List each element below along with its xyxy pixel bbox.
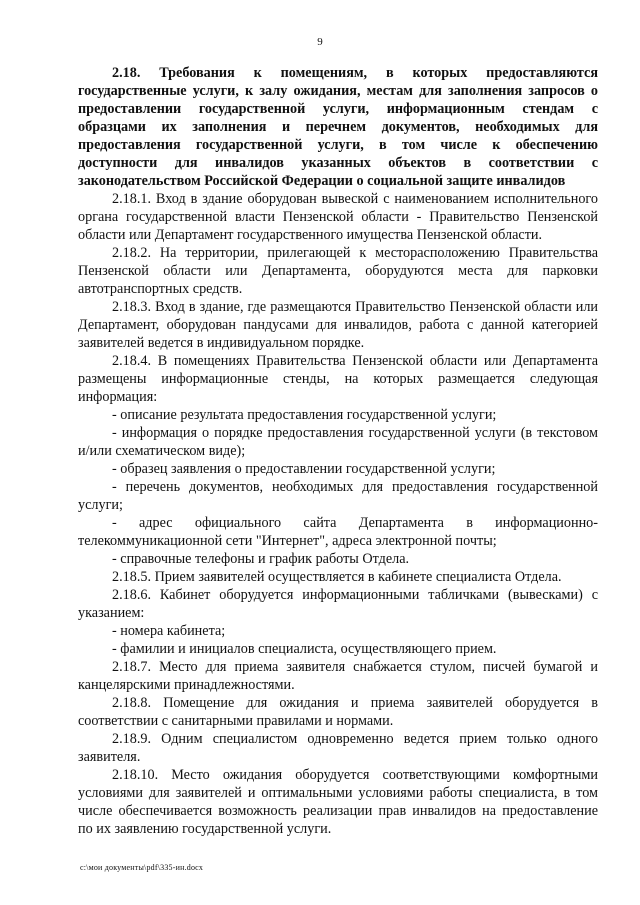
paragraph-2-18-9: 2.18.9. Одним специалистом одновременно ведется прием только одного заявителя. bbox=[78, 731, 598, 765]
cabinet-item: - номера кабинета; bbox=[112, 623, 226, 639]
file-path-footer: c:\мои документы\pdf\335-ин.docx bbox=[80, 863, 204, 872]
cabinet-item: - фамилии и инициалов специалиста, осуществляющего прием. bbox=[112, 641, 497, 657]
stand-item: - справочные телефоны и график работы Отдела. bbox=[112, 551, 410, 567]
stand-item: - адрес официального сайта Департамента в информационно-телекоммуникационной сети "Интернет", адреса электронной почты; bbox=[78, 515, 598, 549]
stand-item: - описание результата предоставления государственной услуги; bbox=[112, 407, 497, 423]
page-number: 9 bbox=[317, 36, 323, 48]
paragraph-2-18-2: 2.18.2. На территории, прилегающей к месторасположению Правительства Пензенской области или Департамента, оборудуются места для парковки автотранспортных средств. bbox=[78, 245, 598, 297]
paragraph-2-18-5: 2.18.5. Прием заявителей осуществляется в кабинете специалиста Отдела. bbox=[112, 569, 562, 585]
stand-item: - перечень документов, необходимых для предоставления государственной услуги; bbox=[78, 479, 598, 513]
paragraph-2-18-8: 2.18.8. Помещение для ожидания и приема заявителей оборудуется в соответствии с санитарными правилами и нормами. bbox=[78, 695, 598, 729]
paragraph-2-18-10: 2.18.10. Место ожидания оборудуется соответствующими комфортными условиями для заявителей и оптимальными условиями работы специалиста, в том числе обеспечивается возможность реализации прав инвалидов на предоставление по их заявлению государственной услуги. bbox=[78, 767, 598, 837]
paragraph-2-18-4: 2.18.4. В помещениях Правительства Пензенской области или Департамента размещены информационные стенды, на которых размещается следующая информация: bbox=[78, 353, 598, 405]
document-body bbox=[78, 64, 598, 838]
section-heading: 2.18. Требования к помещениям, в которых предоставляются государственные услуги, к залу ожидания, местам для заполнения запросов о предоставлении государственной услуги, информационным стендам с образцами их заполнения и перечнем документов, необходимых для предоставления государственной услуги, в том числе к обеспечению доступности для инвалидов указанных объектов в соответствии с законодательством Российской Федерации о социальной защите инвалидов bbox=[78, 65, 598, 189]
paragraph-2-18-6: 2.18.6. Кабинет оборудуется информационными табличками (вывесками) с указанием: bbox=[78, 587, 598, 621]
paragraph-2-18-1: 2.18.1. Вход в здание оборудован вывеской с наименованием исполнительного органа государственной власти Пензенской области - Правительство Пензенской области или Департамент государственного имущества Пензенской области. bbox=[78, 191, 598, 243]
paragraph-2-18-3: 2.18.3. Вход в здание, где размещаются Правительство Пензенской области или Департамент, оборудован пандусами для инвалидов, работа с данной категорией заявителей ведется в индивидуальном порядке. bbox=[78, 299, 598, 351]
stand-item: - образец заявления о предоставлении государственной услуги; bbox=[112, 461, 496, 477]
paragraph-2-18-7: 2.18.7. Место для приема заявителя снабжается стулом, писчей бумагой и канцелярскими принадлежностями. bbox=[78, 659, 598, 693]
stand-item: - информация о порядке предоставления государственной услуги (в текстовом и/или схематическом виде); bbox=[78, 425, 598, 459]
